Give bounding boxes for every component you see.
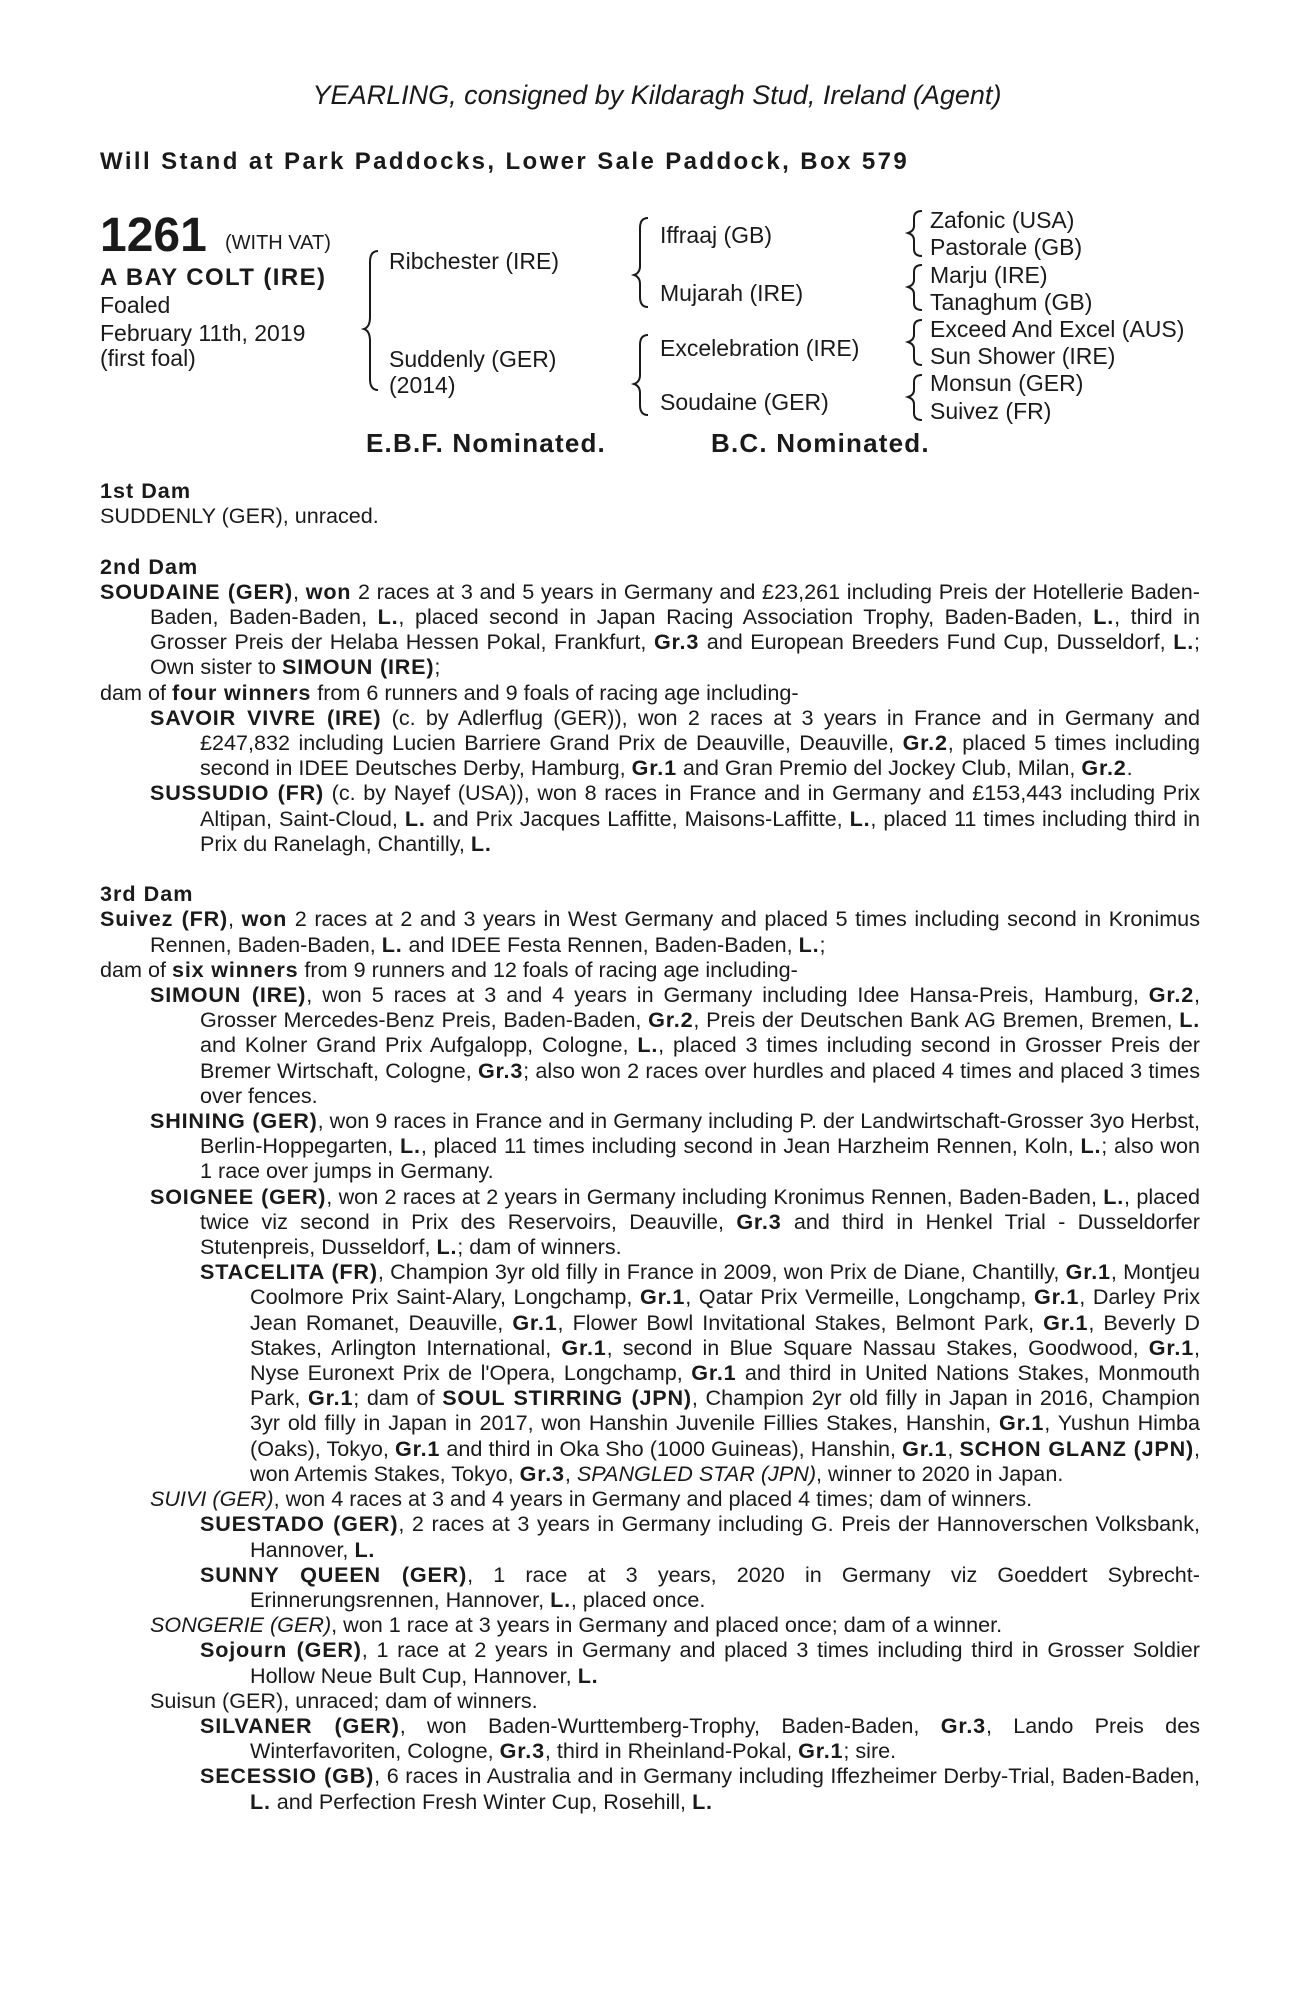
soudaine-entry: SOUDAINE (GER), won 2 races at 3 and 5 years in Germany and £23,261 including Preis der Hotellerie Baden-Baden, Baden-Baden, L., placed second in Japan Racing Association Trophy, Baden-Baden, L., third in Grosser Preis der Helaba Hessen Pokal, Frankfurt, Gr.3 and European Breeders Fund Cup, Dusseldorf, L.; Own sister to SIMOUN (IRE); bbox=[100, 578, 1200, 680]
pedigree-g6: Sun Shower (IRE) bbox=[930, 343, 1116, 369]
pedigree-g3: Marju (IRE) bbox=[930, 262, 1048, 288]
suivez-entry: Suivez (FR), won 2 races at 2 and 3 years in West Germany and placed 5 times including second in Kronimus Rennen, Baden-Baden, L. and IDEE Festa Rennen, Baden-Baden, L.; bbox=[100, 906, 1200, 957]
ebf-nominated: E.B.F. Nominated. bbox=[366, 428, 606, 458]
savoir-vivre-entry: SAVOIR VIVRE (IRE) (c. by Adlerflug (GER)), won 2 races at 3 years in France and in Germany and £247,832 including Lucien Barriere Grand Prix de Deauville, Deauville, Gr.2, placed 5 times including second in IDEE Deutsches Derby, Hamburg, Gr.1 and Gran Premio del Jockey Club, Milan, Gr.2. bbox=[150, 704, 1201, 781]
songerie-entry: SONGERIE (GER), won 1 race at 3 years in Germany and placed once; dam of a winner. bbox=[150, 1612, 1003, 1638]
pedigree-g2: Pastorale (GB) bbox=[930, 234, 1083, 260]
location-line: Will Stand at Park Paddocks, Lower Sale Paddock, Box 579 bbox=[100, 148, 910, 175]
foaled-date: February 11th, 2019 bbox=[100, 320, 306, 346]
pedigree-sire: Ribchester (IRE) bbox=[389, 248, 559, 274]
pedigree-dam-year: (2014) bbox=[389, 372, 456, 398]
sunny-queen-entry: SUNNY QUEEN (GER), 1 race at 3 years, 2020 in Germany viz Goeddert Sybrecht-Erinnerungsrennen, Hannover, L., placed once. bbox=[200, 1561, 1200, 1612]
third-dam-produce-summary: dam of six winners from 9 runners and 12 foals of racing age including- bbox=[100, 956, 798, 982]
suisun-entry: Suisun (GER), unraced; dam of winners. bbox=[150, 1687, 538, 1713]
stacelita-entry: STACELITA (FR), Champion 3yr old filly in France in 2009, won Prix de Diane, Chantilly, Gr.1, Montjeu Coolmore Prix Saint-Alary, Longchamp, Gr.1, Qatar Prix Vermeille, Longchamp, Gr.1, Darley Prix Jean Romanet, Deauville, Gr.1, Flower Bowl Invitational Stakes, Belmont Park, Gr.1, Beverly D Stakes, Arlington International, Gr.1, second in Blue Square Nassau Stakes, Goodwood, Gr.1, Nyse Euronext Prix de l'Opera, Longchamp, Gr.1 and third in United Nations Stakes, Monmouth Park, Gr.1; dam of SOUL STIRRING (JPN), Champion 2yr old filly in Japan in 2016, Champion 3yr old filly in Japan in 2017, won Hanshin Juvenile Fillies Stakes, Hanshin, Gr.1, Yushun Himba (Oaks), Tokyo, Gr.1 and third in Oka Sho (1000 Guineas), Hanshin, Gr.1, SCHON GLANZ (JPN), won Artemis Stakes, Tokyo, Gr.3, SPANGLED STAR (JPN), winner to 2020 in Japan. bbox=[200, 1259, 1200, 1486]
catalogue-body bbox=[100, 478, 1200, 1814]
suestado-entry: SUESTADO (GER), 2 races at 3 years in Germany including G. Preis der Hannoverschen Volksbank, Hannover, L. bbox=[200, 1511, 1200, 1562]
secessio-entry: SECESSIO (GB), 6 races in Australia and in Germany including Iffezheimer Derby-Trial, Baden-Baden, L. and Perfection Fresh Winter Cup, Rosehill, L. bbox=[200, 1763, 1200, 1814]
foaled-label: Foaled bbox=[100, 292, 171, 318]
second-dam-heading: 2nd Dam bbox=[100, 553, 199, 579]
pedigree-sire-dam: Mujarah (IRE) bbox=[660, 280, 804, 306]
pedigree-dam: Suddenly (GER) bbox=[389, 346, 557, 372]
pedigree-g7: Monsun (GER) bbox=[930, 370, 1084, 396]
shining-entry: SHINING (GER), won 9 races in France and in Germany including P. der Landwirtschaft-Grosser 3yo Herbst, Berlin-Hoppegarten, L., placed 11 times including second in Jean Harzheim Rennen, Koln, L.; also won 1 race over jumps in Germany. bbox=[150, 1108, 1200, 1184]
pedigree-sire-sire: Iffraaj (GB) bbox=[660, 222, 773, 248]
first-dam-text: SUDDENLY (GER), unraced. bbox=[100, 503, 379, 529]
first-dam-heading: 1st Dam bbox=[100, 478, 192, 503]
spacer bbox=[100, 528, 1200, 553]
soignee-entry: SOIGNEE (GER), won 2 races at 2 years in Germany including Kronimus Rennen, Baden-Baden, L., placed twice viz second in Prix des Reservoirs, Deauville, Gr.3 and third in Henkel Trial - Dusseldorfer Stutenpreis, Dusseldorf, L.; dam of winners. bbox=[150, 1183, 1200, 1260]
suivi-entry: SUIVI (GER), won 4 races at 3 and 4 years in Germany and placed 4 times; dam of winners. bbox=[150, 1486, 1033, 1512]
sojourn-entry: Sojourn (GER), 1 race at 2 years in Germany and placed 3 times including third in Grosser Soldier Hollow Neue Bult Cup, Hannover, L. bbox=[200, 1637, 1200, 1688]
spacer bbox=[100, 856, 1200, 881]
pedigree-dam-dam: Soudaine (GER) bbox=[660, 389, 829, 415]
pedigree-g5: Exceed And Excel (AUS) bbox=[930, 316, 1185, 342]
pedigree-g8: Suivez (FR) bbox=[930, 398, 1052, 424]
simoun-entry: SIMOUN (IRE), won 5 races at 3 and 4 years in Germany including Idee Hansa-Preis, Hamburg, Gr.2, Grosser Mercedes-Benz Preis, Baden-Baden, Gr.2, Preis der Deutschen Bank AG Bremen, Bremen, L. and Kolner Grand Prix Aufgalopp, Cologne, L., placed 3 times including second in Grosser Preis der Bremer Wirtschaft, Cologne, Gr.3; also won 2 races over hurdles and placed 4 times and placed 3 times over fences. bbox=[150, 982, 1201, 1108]
second-dam-produce-summary: dam of four winners from 6 runners and 9 foals of racing age including- bbox=[100, 679, 799, 705]
consignment-line: YEARLING, consigned by Kildaragh Stud, Ireland (Agent) bbox=[312, 80, 1002, 110]
vat-note: (WITH VAT) bbox=[225, 232, 331, 254]
foal-note: (first foal) bbox=[100, 345, 196, 371]
pedigree-g1: Zafonic (USA) bbox=[930, 207, 1075, 233]
sussudio-entry: SUSSUDIO (FR) (c. by Nayef (USA)), won 8 races in France and in Germany and £153,443 including Prix Altipan, Saint-Cloud, L. and Prix Jacques Laffitte, Maisons-Laffitte, L., placed 11 times including third in Prix du Ranelagh, Chantilly, L. bbox=[150, 780, 1200, 856]
lot-description: A BAY COLT (IRE) bbox=[100, 264, 327, 291]
pedigree-g4: Tanaghum (GB) bbox=[930, 289, 1093, 315]
bc-nominated: B.C. Nominated. bbox=[711, 428, 930, 458]
third-dam-heading: 3rd Dam bbox=[100, 881, 194, 907]
lot-number: 1261 bbox=[100, 209, 207, 262]
silvaner-entry: SILVANER (GER), won Baden-Wurttemberg-Trophy, Baden-Baden, Gr.3, Lando Preis des Winterfavoriten, Cologne, Gr.3, third in Rheinland-Pokal, Gr.1; sire. bbox=[200, 1712, 1201, 1764]
pedigree-brackets bbox=[0, 0, 1314, 460]
pedigree-dam-sire: Excelebration (IRE) bbox=[660, 335, 860, 361]
